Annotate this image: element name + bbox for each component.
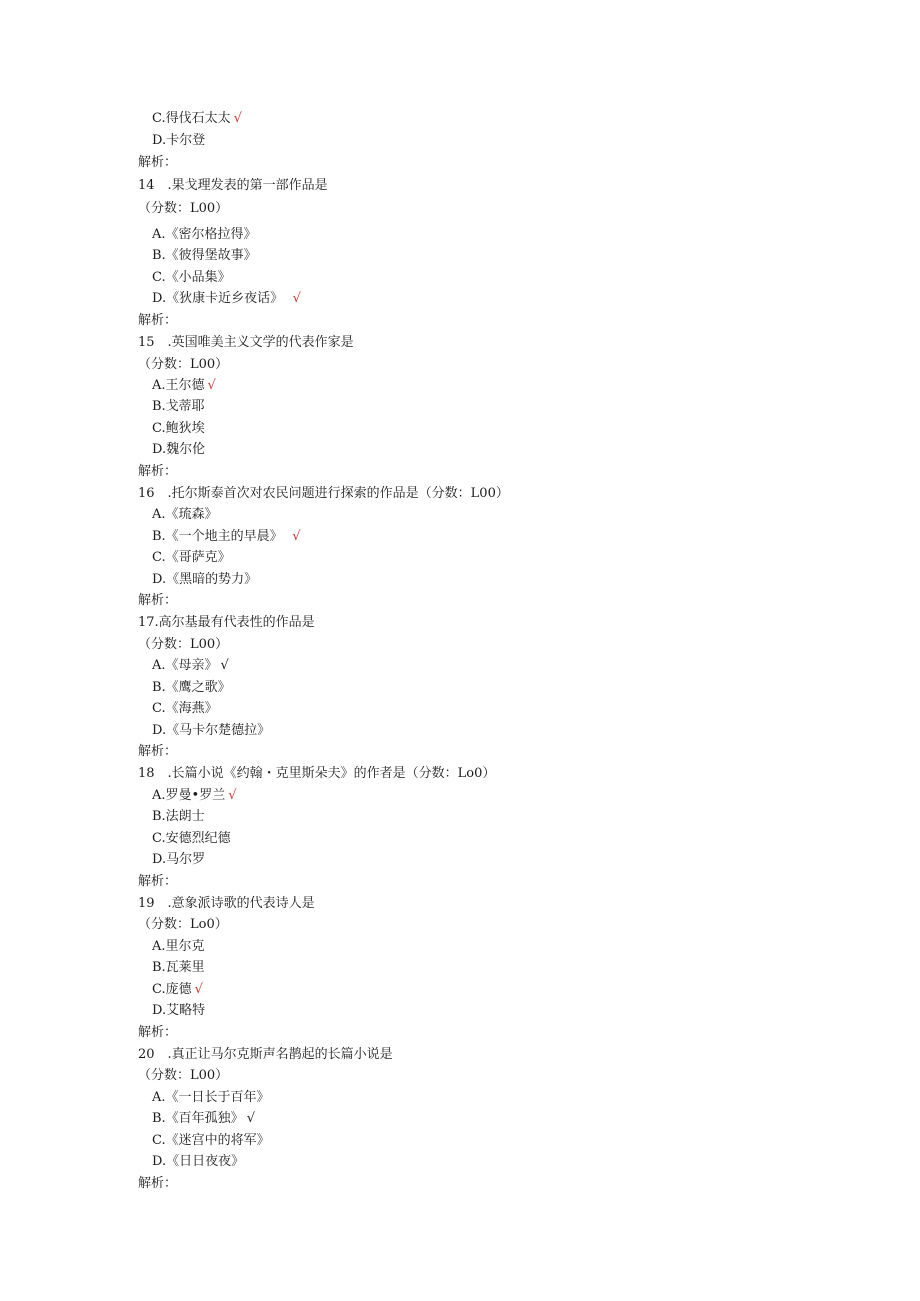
line-text: 19 .意象派诗歌的代表诗人是 [138,896,315,911]
line-text: 17.高尔基最有代表性的作品是 [138,615,315,630]
analysis-label [138,874,177,890]
line-text: （分数：L00） [138,201,229,216]
line-text: A.王尔德 [152,378,205,393]
checkmark-icon: √ [220,658,229,673]
line-text: 解析： [138,464,178,479]
analysis-label [138,593,177,609]
line-text: 解析： [138,1176,178,1191]
line-text: D.《马卡尔楚德拉》 [152,723,271,738]
analysis-label [138,464,177,480]
answer-option [152,658,229,674]
line-text: 解析： [138,874,178,889]
answer-option [152,270,231,286]
line-text: 18 .长篇小说《约翰・克里斯朵夫》的作者是（分数：Lo0） [138,766,496,781]
line-text: A.《一日长于百年》 [152,1090,270,1105]
answer-option [152,378,216,394]
line-text: 解析： [138,744,178,759]
answer-option [152,939,205,955]
line-text: B.《一个地主的早晨》 [152,529,277,544]
line-text: C.《哥萨克》 [152,550,231,565]
answer-option [152,227,257,243]
line-text: D.《狄康卡近乡夜话》 [152,291,277,306]
answer-option [152,133,205,149]
line-text: 解析： [138,1025,178,1040]
answer-option [152,572,257,588]
checkmark-icon: √ [246,1111,255,1126]
line-text: C.庞德 [152,982,192,997]
answer-option [152,982,203,998]
answer-option [152,550,231,566]
answer-option [152,1111,255,1127]
line-text: 20 .真正让马尔克斯声名鹊起的长篇小说是 [138,1047,393,1062]
answer-option [152,248,257,264]
line-text: （分数：Lo0） [138,917,228,932]
line-text: A.罗曼•罗兰 [152,788,226,803]
line-text: D.马尔罗 [152,852,206,867]
line-text: 14 .果戈理发表的第一部作品是 [138,178,328,193]
answer-option [152,421,205,437]
question-stem [138,1047,393,1063]
question-stem [138,896,315,912]
answer-option [152,291,301,307]
answer-option [152,852,205,868]
checkmark-icon: √ [194,982,203,997]
line-text: 15 .英国唯美主义文学的代表作家是 [138,335,354,350]
question-score [138,357,228,373]
question-stem [138,178,328,194]
answer-option [152,701,218,717]
question-score [138,637,228,653]
line-text: C.安德烈纪德 [152,831,231,846]
question-stem [138,486,509,502]
checkmark-icon: √ [279,529,301,544]
line-text: 解析： [138,313,178,328]
line-text: 16 .托尔斯泰首次对农民问题进行探索的作品是（分数：L00） [138,486,509,501]
line-text: D.魏尔伦 [152,442,206,457]
line-text: B.戈蒂耶 [152,399,205,414]
line-text: （分数：L00） [138,357,229,372]
answer-option [152,831,231,847]
line-text: D.卡尔登 [152,133,206,148]
line-text: A.《母亲》 [152,658,218,673]
line-text: B.《百年孤独》 [152,1111,244,1126]
line-text: B.《鹰之歌》 [152,680,231,695]
question-stem [138,335,354,351]
line-text: （分数：L00） [138,1068,229,1083]
line-text: C.鲍狄埃 [152,421,205,436]
answer-option [152,442,205,458]
line-text: B.瓦莱里 [152,960,205,975]
line-text: A.里尔克 [152,939,205,954]
answer-option [152,1003,205,1019]
question-score [138,1068,228,1084]
line-text: 解析： [138,593,178,608]
answer-option [152,723,270,739]
answer-option [152,1154,244,1170]
analysis-label [138,155,177,171]
line-text: D.《日日夜夜》 [152,1154,245,1169]
line-text: 解析： [138,155,178,170]
analysis-label [138,1025,177,1041]
checkmark-icon: √ [279,291,301,306]
question-stem [138,766,495,782]
answer-option [152,960,205,976]
line-text: B.法朗士 [152,809,205,824]
checkmark-icon: √ [228,788,237,803]
answer-option [152,1133,270,1149]
line-text: D.《黑暗的势力》 [152,572,258,587]
answer-option [152,529,300,545]
line-text: C.《海燕》 [152,701,218,716]
line-text: A.《密尔格拉得》 [152,227,257,242]
analysis-label [138,1176,177,1192]
line-text: （分数：L00） [138,637,229,652]
line-text: C.《小品集》 [152,270,231,285]
line-text: B.《彼得堡故事》 [152,248,257,263]
checkmark-icon: √ [233,111,242,126]
checkmark-icon: √ [207,378,216,393]
analysis-label [138,744,177,760]
line-text: D.艾略特 [152,1003,206,1018]
line-text: A.《琉森》 [152,507,218,522]
question-stem [138,615,315,631]
question-score [138,917,228,933]
analysis-label [138,313,177,329]
line-text: C.得伐石太太 [152,111,231,126]
answer-option [152,809,205,825]
answer-option [152,111,242,127]
question-score [138,201,228,217]
answer-option [152,1090,270,1106]
answer-option [152,788,237,804]
line-text: C.《迷宫中的将军》 [152,1133,270,1148]
answer-option [152,507,218,523]
answer-option [152,399,205,415]
answer-option [152,680,231,696]
